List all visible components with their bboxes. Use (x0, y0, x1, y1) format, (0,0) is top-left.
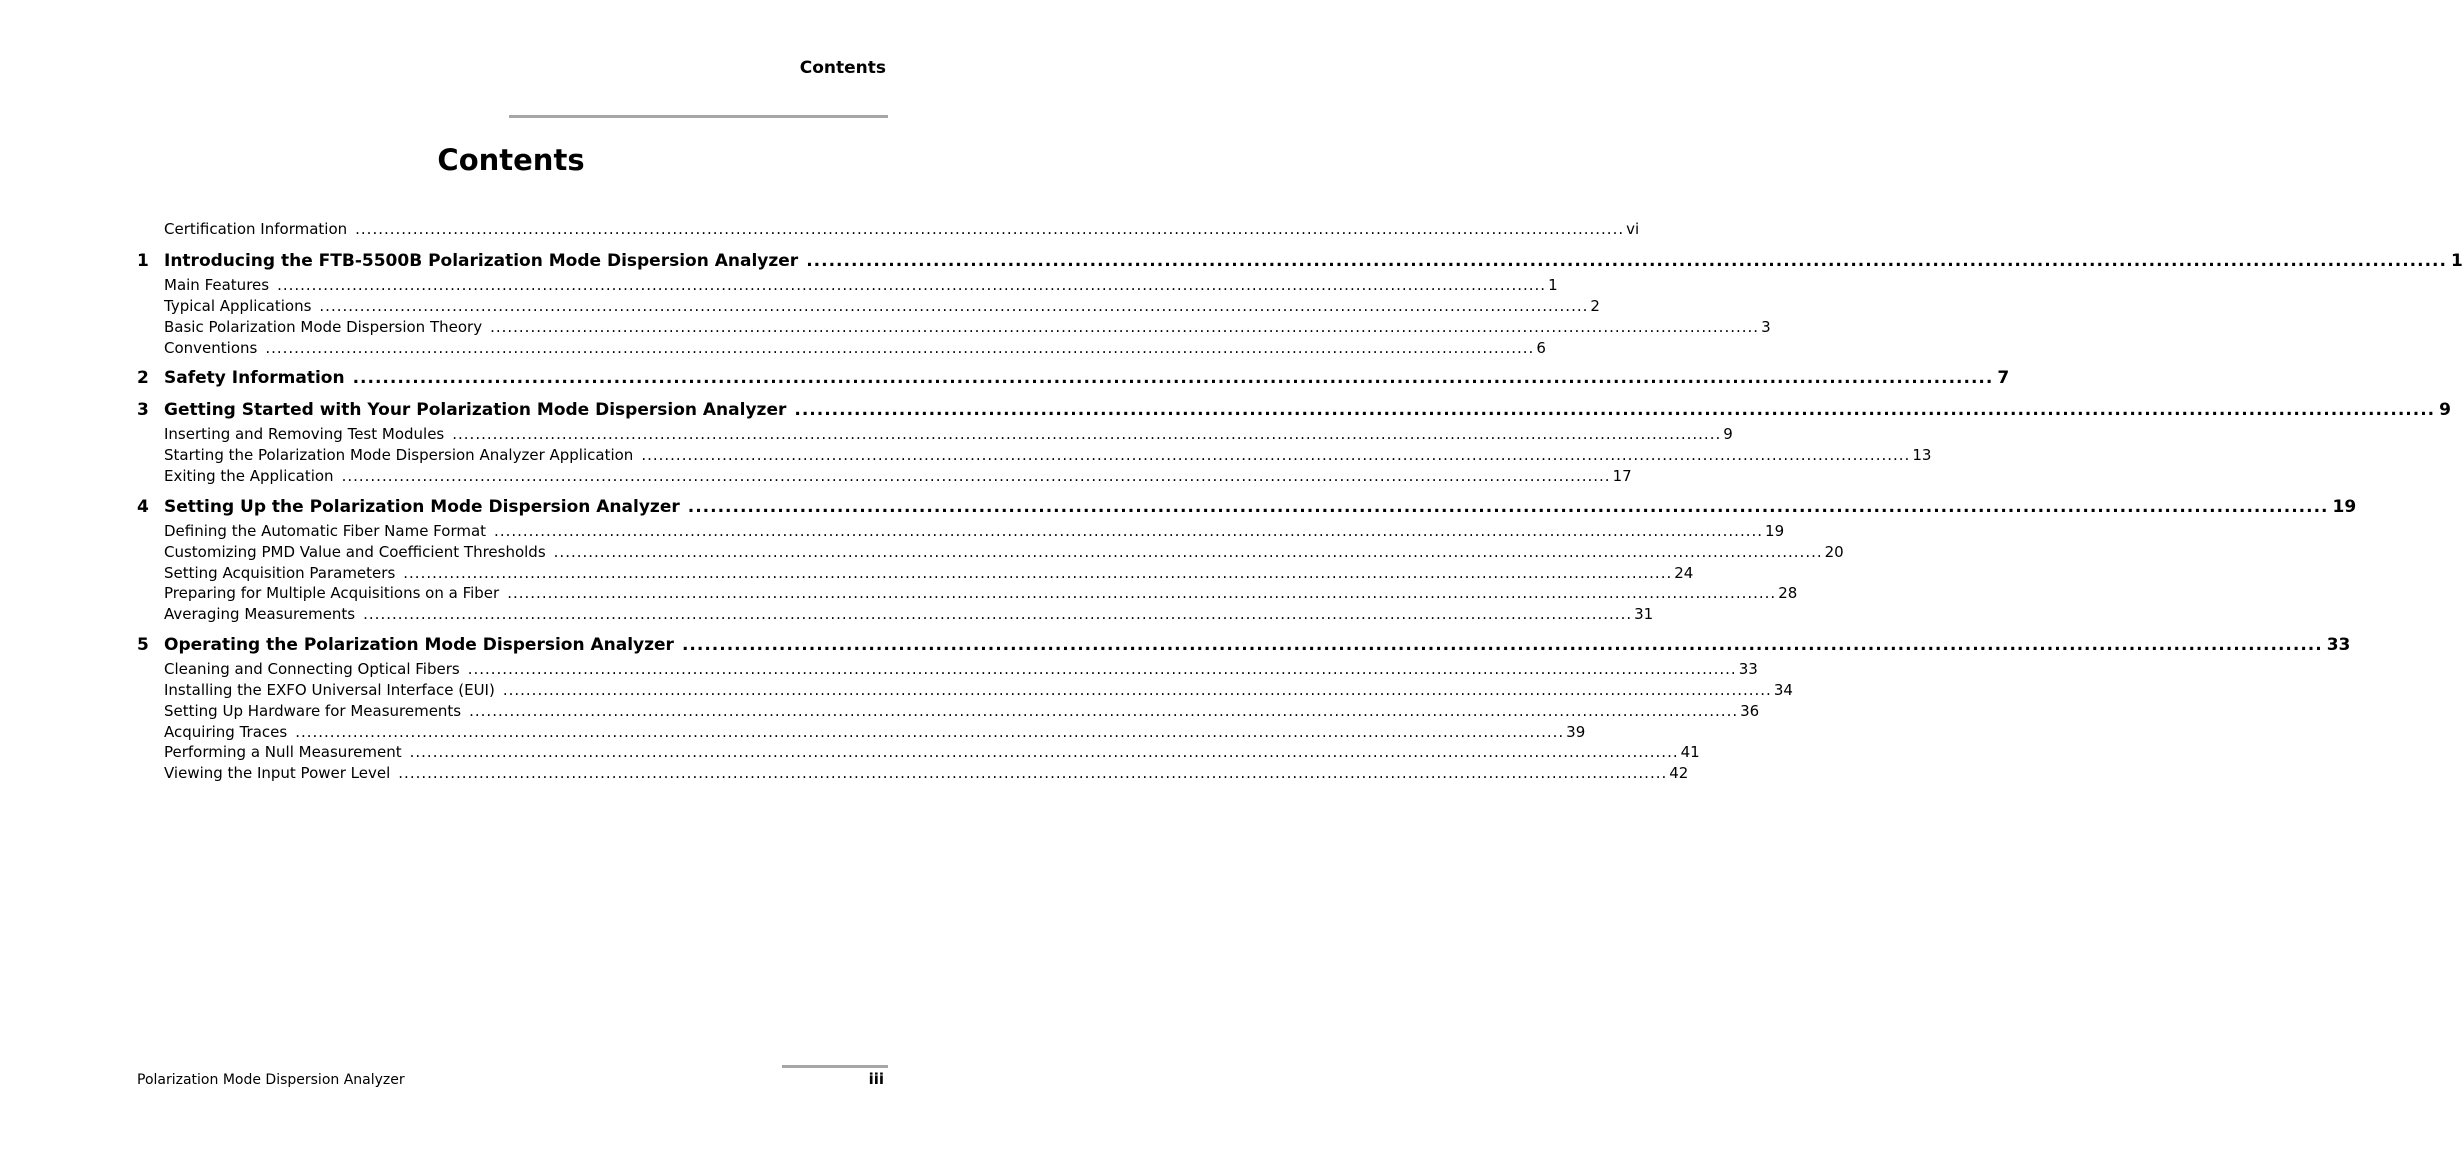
toc-label: Performing a Null Measurement (164, 743, 402, 761)
toc-page-number: 3 (1761, 318, 1771, 336)
toc-label: Preparing for Multiple Acquisitions on a Fiber (164, 584, 500, 602)
toc-entry[interactable] (164, 425, 1733, 443)
toc-page-number: 1 (2450, 251, 2463, 271)
header-rule (509, 115, 888, 118)
toc-entry[interactable] (164, 660, 1758, 678)
toc-page-number: 19 (1765, 522, 1785, 540)
toc-entry[interactable] (164, 681, 1793, 699)
toc-page-number: 2 (1590, 297, 1600, 315)
toc-leader-dots: ............................................................................................................................................................................................................................ (681, 635, 2323, 655)
toc-chapter-number: 5 (137, 635, 149, 655)
toc-chapter[interactable] (137, 400, 2451, 420)
toc-label: Setting Up Hardware for Measurements (164, 702, 462, 720)
page-title: Contents (437, 143, 585, 177)
toc-leader-dots: ............................................................................................................................................................................................................................ (794, 400, 2436, 420)
toc-page-number: 24 (1674, 564, 1694, 582)
toc-leader-dots: ............................................................................................................................................................................................................................ (398, 764, 1668, 782)
toc-entry[interactable] (164, 446, 1932, 464)
footer-rule (782, 1065, 888, 1068)
toc-label: Acquiring Traces (164, 723, 288, 741)
toc-label: Basic Polarization Mode Dispersion Theory (164, 318, 483, 336)
toc-page-number: 7 (1997, 368, 2010, 388)
toc-entry[interactable] (164, 723, 1586, 741)
toc-leader-dots: ............................................................................................................................................................................................................................ (409, 743, 1679, 761)
toc-page-number: 20 (1824, 543, 1844, 561)
toc-leader-dots: ............................................................................................................................................................................................................................ (687, 497, 2329, 517)
toc-entry[interactable] (164, 318, 1771, 336)
toc-leader-dots: ............................................................................................................................................................................................................................ (452, 425, 1722, 443)
toc-leader-dots: ............................................................................................................................................................................................................................ (363, 605, 1633, 623)
toc-entry[interactable] (164, 584, 1798, 602)
toc-page-number: 9 (1723, 425, 1733, 443)
toc-page-number: 33 (2326, 635, 2351, 655)
toc-label: Conventions (164, 339, 258, 357)
toc-entry[interactable] (164, 297, 1600, 315)
toc-entry[interactable] (164, 276, 1558, 294)
toc-leader-dots: ............................................................................................................................................................................................................................ (341, 467, 1611, 485)
toc-label: Exiting the Application (164, 467, 334, 485)
toc-label: Customizing PMD Value and Coefficient Thresholds (164, 543, 546, 561)
toc-leader-dots: ............................................................................................................................................................................................................................ (355, 220, 1625, 238)
toc-label: Safety Information (164, 368, 345, 388)
toc-page-number: 1 (1548, 276, 1558, 294)
toc-label: Averaging Measurements (164, 605, 356, 623)
toc-label: Cleaning and Connecting Optical Fibers (164, 660, 460, 678)
toc-chapter[interactable] (137, 368, 2010, 388)
toc-leader-dots: ............................................................................................................................................................................................................................ (352, 368, 1994, 388)
toc-page-number: 42 (1669, 764, 1689, 782)
toc-label: Typical Applications (164, 297, 312, 315)
toc-leader-dots: ............................................................................................................................................................................................................................ (265, 339, 1535, 357)
toc-page-number: 33 (1738, 660, 1758, 678)
toc-page-number: 13 (1912, 446, 1932, 464)
toc-page-number: 17 (1612, 467, 1632, 485)
toc-leader-dots: ............................................................................................................................................................................................................................ (553, 543, 1823, 561)
footer-page-number: iii (868, 1070, 884, 1088)
toc-page-number: 31 (1634, 605, 1654, 623)
toc-entry[interactable] (164, 702, 1760, 720)
toc-leader-dots: ............................................................................................................................................................................................................................ (507, 584, 1777, 602)
toc-label: Inserting and Removing Test Modules (164, 425, 445, 443)
toc-entry[interactable] (164, 543, 1844, 561)
toc-label: Setting Acquisition Parameters (164, 564, 396, 582)
toc-chapter-number: 3 (137, 400, 149, 420)
toc-page-number: 9 (2439, 400, 2451, 420)
running-head: Contents (799, 58, 886, 78)
toc-label: Operating the Polarization Mode Dispersion Analyzer (164, 635, 674, 655)
toc-leader-dots: ............................................................................................................................................................................................................................ (295, 723, 1565, 741)
toc-label: Getting Started with Your Polarization Mode Dispersion Analyzer (164, 400, 787, 420)
toc-leader-dots: ............................................................................................................................................................................................................................ (277, 276, 1547, 294)
toc-chapter-number: 4 (137, 497, 149, 517)
toc-chapter[interactable] (137, 497, 2357, 517)
toc-entry[interactable] (164, 743, 1700, 761)
toc-entry[interactable] (164, 764, 1689, 782)
toc-leader-dots: ............................................................................................................................................................................................................................ (494, 522, 1764, 540)
toc-chapter[interactable] (137, 635, 2351, 655)
toc-entry[interactable] (164, 467, 1632, 485)
toc-label: Installing the EXFO Universal Interface (EUI) (164, 681, 495, 699)
toc-leader-dots: ............................................................................................................................................................................................................................ (641, 446, 1911, 464)
toc-label: Viewing the Input Power Level (164, 764, 391, 782)
toc-chapter-number: 1 (137, 251, 149, 271)
toc-page-number: 19 (2332, 497, 2357, 517)
toc-entry[interactable] (164, 220, 1640, 238)
toc-chapter[interactable] (137, 251, 2463, 271)
toc-label: Certification Information (164, 220, 348, 238)
toc-label: Defining the Automatic Fiber Name Format (164, 522, 487, 540)
toc-label: Starting the Polarization Mode Dispersion Analyzer Application (164, 446, 634, 464)
toc-page-number: 39 (1566, 723, 1586, 741)
toc-leader-dots: ............................................................................................................................................................................................................................ (490, 318, 1760, 336)
footer-document-title: Polarization Mode Dispersion Analyzer (137, 1072, 405, 1088)
toc-entry[interactable] (164, 339, 1546, 357)
toc-page-number: 34 (1773, 681, 1793, 699)
toc-leader-dots: ............................................................................................................................................................................................................................ (469, 702, 1739, 720)
toc-leader-dots: ............................................................................................................................................................................................................................ (502, 681, 1772, 699)
toc-label: Main Features (164, 276, 270, 294)
toc-leader-dots: ............................................................................................................................................................................................................................ (403, 564, 1673, 582)
toc-page-number: 28 (1778, 584, 1798, 602)
toc-page-number: vi (1626, 220, 1640, 238)
toc-page-number: 41 (1680, 743, 1700, 761)
toc-label: Setting Up the Polarization Mode Dispersion Analyzer (164, 497, 680, 517)
toc-leader-dots: ............................................................................................................................................................................................................................ (806, 251, 2447, 271)
toc-entry[interactable] (164, 522, 1785, 540)
toc-leader-dots: ............................................................................................................................................................................................................................ (467, 660, 1737, 678)
toc-entry[interactable] (164, 564, 1694, 582)
toc-page-number: 6 (1536, 339, 1546, 357)
toc-page-number: 36 (1740, 702, 1760, 720)
toc-label: Introducing the FTB-5500B Polarization Mode Dispersion Analyzer (164, 251, 799, 271)
toc-entry[interactable] (164, 605, 1654, 623)
toc-leader-dots: ............................................................................................................................................................................................................................ (319, 297, 1589, 315)
toc-chapter-number: 2 (137, 368, 149, 388)
